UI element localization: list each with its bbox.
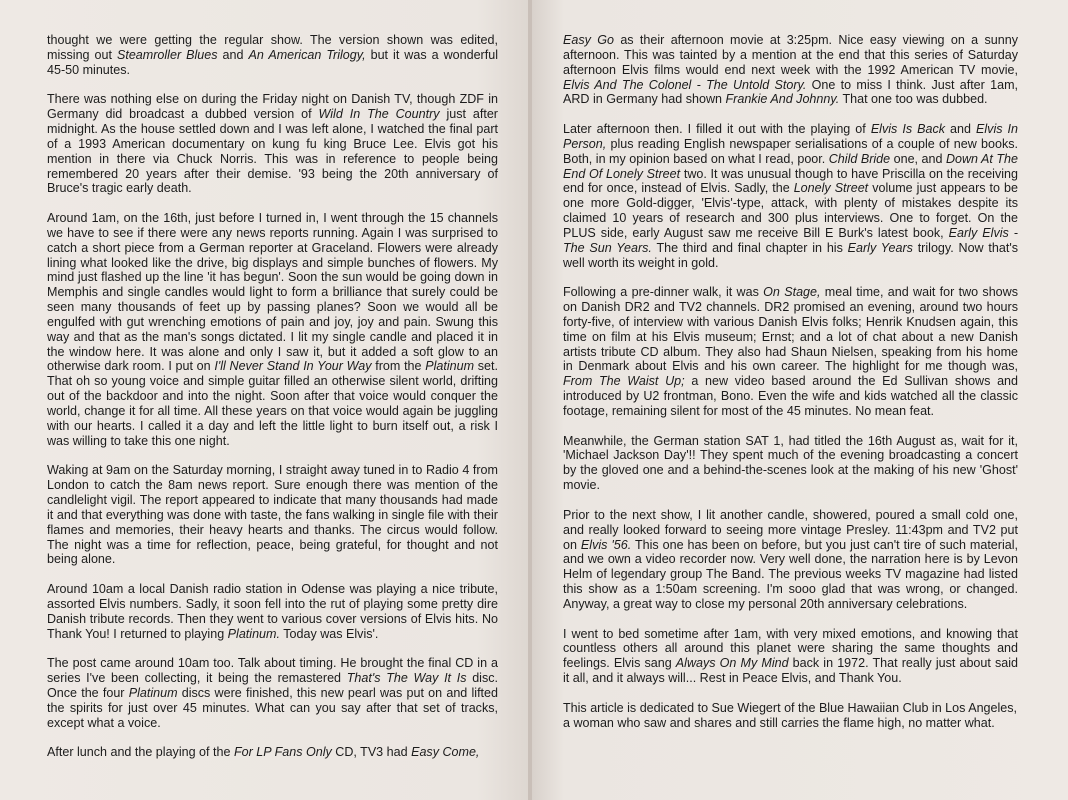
text-run: CD, TV3 had bbox=[331, 745, 412, 760]
italic-title-text: Steamroller Blues bbox=[116, 47, 218, 62]
paragraph bbox=[47, 582, 498, 641]
text-run: Around 1am, on the 16th, just before I turned in, I went through the 15 channels we have to see if there were any news reports running. Again I was surprised to catch a short piece from a German reporter at Graceland. Flowers were already lining what looked like the drive, big displays and simple bunches of flowers. My mind just flashed up the line 'it has begun'. Soon the sun would be going down in Memphis and single candles would light to form a brilliance that surely could be seen many thousands of feet up by passing planes? Soon we would all be engulfed with gut wrenching emotions of pain and joy, joy and pain. Swung this way and that as the man's songs dictated. I lit my single candle and placed it in the window here. It was alone and only I saw it, but it added a soft glow to an otherwise dark room. I put on bbox=[47, 211, 498, 374]
text-run: volume just appears to be one more Gold-digger, 'Elvis'-type, attack, with plenty of mistakes despite its claimed 10 years of research and 300 plus interviews. One to forget. On the PLUS side, early August saw me receive Bill E Burk's latest book, bbox=[563, 181, 1018, 240]
text-run: Following a pre-dinner walk, it was bbox=[563, 285, 764, 300]
italic-title-text: I'll Never Stand In Your Way bbox=[214, 359, 372, 374]
text-run: set. That oh so young voice and simple guitar filled an otherwise silent world, drifting out of the backdoor and into the night. Soon after that voice would conquer the world, change it for all time. All these years on that voice would again be juggling with our hearts. I called it a day and left the little light to burn itself out, a risk I was willing to take this one night. bbox=[47, 359, 498, 448]
italic-title-text: Early Years bbox=[847, 240, 913, 255]
text-run: One to miss I think. Just after 1am, ARD in Germany had shown bbox=[563, 77, 1019, 107]
paragraph bbox=[47, 745, 498, 760]
text-run: Waking at 9am on the Saturday morning, I straight away tuned in to Radio 4 from London to catch the 8am news report. Sure enough there was mention of the candlelight vigil. The report appeared to indicate that many thousands had made it and that everything was done with taste, the fans walking in single file with their flames and memories, their heavy hearts and thanks. The circus would follow. The night was a time for reflection, peace, being grateful, for thought and not being alone. bbox=[47, 463, 498, 567]
paragraph bbox=[563, 122, 1018, 270]
paragraph bbox=[563, 508, 1018, 612]
text-run: two. It was unusual though to have Priscilla on the receiving end for once, instead of Elvis. Sadly, the bbox=[563, 166, 1018, 196]
italic-title-text: Elvis '56. bbox=[580, 537, 632, 552]
text-run: a new video based around the Ed Sullivan shows and introduced by U2 frontman, Bono. Even the wife and kids watched all the classic footage, remaining silent for most of the 45 minutes. No mean feat. bbox=[563, 374, 1019, 418]
text-run: Today was Elvis'. bbox=[279, 626, 379, 641]
italic-title-text: From The Waist Up; bbox=[563, 374, 685, 389]
text-run: This article is dedicated to Sue Wiegert of the Blue Hawaiian Club in Los Angeles, a woman who saw and shares and still carries the flame high, no matter what. bbox=[563, 700, 1018, 730]
text-run: discs were finished, this new pearl was put on and lifted the spirits for just over 45 minutes. What can you say after that set of tracks, except what a voice. bbox=[47, 685, 498, 730]
italic-title-text: Lonely Street bbox=[793, 181, 869, 196]
text-run: disc. Once the four bbox=[47, 671, 498, 700]
text-run: from the bbox=[371, 359, 426, 374]
italic-title-text: Elvis And The Colonel - The Untold Story. bbox=[563, 77, 807, 92]
text-run: plus reading English newspaper serialisations of a couple of new books. Both, in my opinion based on what I read, poor. bbox=[563, 136, 1018, 166]
text-run: Prior to the next show, I lit another candle, showered, poured a small cold one, and really looked forward to seeing more vintage Presley. 11:43pm and TV2 put on bbox=[563, 507, 1018, 552]
right-page-text-column bbox=[563, 33, 1018, 745]
text-run: This one has been on before, but you just can't tire of such material, and we own a video recorder now. Very well done, the narration here is by Levon Helm of legendary group The Band. The previous weeks TV magazine had listed this show as a 1:50am screening. I'm sooo glad that was wrong, or changed. Anyway, a great way to close my personal 20th anniversary celebrations. bbox=[563, 537, 1018, 611]
italic-title-text: Always On My Mind bbox=[675, 656, 789, 671]
text-run: After lunch and the playing of the bbox=[47, 745, 234, 760]
italic-title-text: Platinum bbox=[425, 359, 475, 374]
text-run: There was nothing else on during the Friday night on Danish TV, though ZDF in Germany did broadcast a dubbed version of bbox=[47, 92, 498, 122]
text-run: Later afternoon then. I filled it out with the playing of bbox=[563, 122, 871, 137]
italic-title-text: On Stage, bbox=[763, 285, 821, 300]
italic-title-text: Child Bride bbox=[828, 151, 891, 166]
italic-title-text: That's The Way It Is bbox=[346, 671, 467, 686]
italic-title-text: Early Elvis - The Sun Years. bbox=[563, 225, 1018, 255]
text-run: meal time, and wait for two shows on Danish DR2 and TV2 channels. DR2 promised an evening, around two hours forty-five, of interview with various Danish Elvis folks; Henrik Knudsen again, this time on film at his Elvis museum; Ernst; and a lot of chat about a new Danish artists tribute CD album. They also had Shaun Nielsen, speaking from his home in Denmark about Elvis and his own career. The highlight for me though was, bbox=[563, 285, 1018, 374]
left-page-text-column bbox=[47, 33, 498, 775]
paragraph bbox=[47, 33, 498, 78]
paragraph bbox=[563, 434, 1018, 493]
text-run: I went to bed sometime after 1am, with very mixed emotions, and knowing that countless others all around this planet were sharing the same thoughts and feelings. Elvis sang bbox=[563, 626, 1018, 671]
paragraph bbox=[563, 627, 1018, 686]
text-run: as their afternoon movie at 3:25pm. Nice easy viewing on a sunny afternoon. This was tainted by a mention at the end that this series of Saturday afternoon Elvis films would end next week with the 1992 American TV movie, bbox=[563, 33, 1018, 77]
italic-title-text: Down At The End Of Lonely Street bbox=[563, 151, 1018, 181]
text-run: and bbox=[945, 122, 977, 137]
italic-title-text: An American Trilogy, bbox=[248, 47, 366, 62]
text-run: one, and bbox=[890, 151, 946, 166]
paragraph bbox=[47, 92, 498, 196]
right-page bbox=[532, 0, 1068, 800]
text-run: The post came around 10am too. Talk about timing. He brought the final CD in a series I've been collecting, it being the remastered bbox=[47, 656, 498, 686]
italic-title-text: Elvis In Person, bbox=[563, 122, 1018, 151]
text-run: Meanwhile, the German station SAT 1, had titled the 16th August as, wait for it, 'Michael Jackson Day'!! They spent much of the evening broadcasting a concert by the gloved one and a behind-the-scenes look at the making of his new 'Ghost' movie. bbox=[563, 433, 1018, 493]
text-run: trilogy. Now that's well worth its weight in gold. bbox=[563, 240, 1019, 270]
text-run: back in 1972. That really just about said it all, and it always will... Rest in Peace Elvis, and Thank You. bbox=[563, 656, 1018, 686]
italic-title-text: Platinum. bbox=[227, 626, 280, 641]
italic-title-text: Elvis Is Back bbox=[870, 122, 946, 137]
italic-title-text: Wild In The Country bbox=[318, 107, 440, 122]
paragraph bbox=[563, 701, 1018, 731]
text-run: That one too was dubbed. bbox=[839, 92, 988, 107]
paragraph bbox=[47, 211, 498, 449]
italic-title-text: Frankie And Johnny. bbox=[725, 92, 840, 107]
text-run: but it was a wonderful 45-50 minutes. bbox=[47, 47, 498, 77]
text-run: Around 10am a local Danish radio station in Odense was playing a nice tribute, assorted Elvis numbers. Sadly, it soon fell into the rut of playing some pretty dire Danish tribute records. Then they went to various cover versions of Elvis hits. No Thank You! I returned to playing bbox=[47, 582, 498, 641]
italic-title-text: For LP Fans Only bbox=[233, 745, 332, 760]
paragraph bbox=[563, 285, 1018, 419]
text-run: and bbox=[217, 47, 249, 62]
left-page bbox=[0, 0, 530, 800]
italic-title-text: Platinum bbox=[128, 685, 178, 700]
italic-title-text: Easy Go bbox=[563, 33, 614, 47]
paragraph bbox=[47, 463, 498, 567]
paragraph bbox=[47, 656, 498, 730]
text-run: thought we were getting the regular show. The version shown was edited, missing out bbox=[47, 33, 498, 62]
text-run: The third and final chapter in his bbox=[651, 240, 848, 255]
italic-title-text: Easy Come, bbox=[411, 745, 480, 760]
text-run: just after midnight. As the house settled down and I was left alone, I watched the final part of a 1993 American documentary on kung fu king Bruce Lee. Elvis got his mention in there via Chuck Norris. This was in reference to people being remembered 20 years after their demise. '93 being the 20th anniversary of Bruce's tragic early death. bbox=[47, 107, 498, 196]
paragraph bbox=[563, 33, 1018, 107]
